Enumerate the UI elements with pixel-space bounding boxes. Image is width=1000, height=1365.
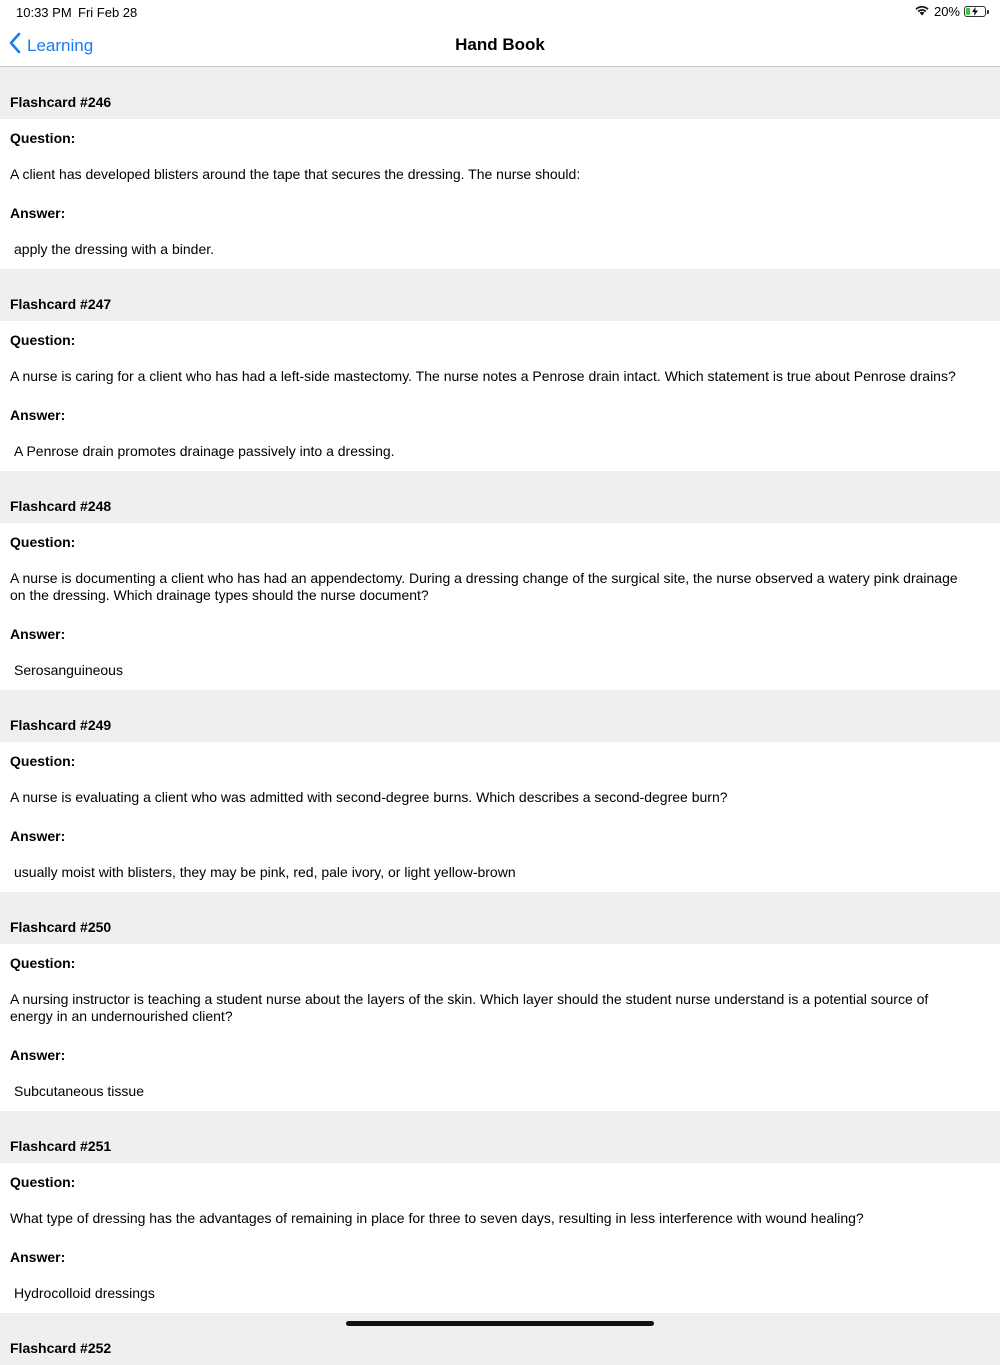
status-date: Fri Feb 28: [78, 5, 138, 20]
flashcard-list[interactable]: [0, 67, 1000, 1365]
question-label: Question:: [10, 753, 76, 769]
flashcard-body: [0, 944, 1000, 1111]
battery-charging-icon: [964, 6, 986, 17]
flashcard-header: Flashcard #248: [0, 471, 1000, 523]
flashcard: [0, 690, 1000, 892]
answer-text: Subcutaneous tissue: [14, 1083, 144, 1099]
flashcard-body: [0, 321, 1000, 471]
status-time: 10:33 PM: [16, 5, 72, 20]
flashcard-body: [0, 523, 1000, 690]
battery-percent: 20%: [933, 4, 960, 19]
wifi-icon: [914, 4, 930, 19]
question-label: Question:: [10, 332, 76, 348]
question-label: Question:: [10, 130, 76, 146]
flashcard: [0, 471, 1000, 690]
flashcard-body: [0, 1163, 1000, 1313]
navigation-bar: [0, 24, 1000, 67]
question-text: A client has developed blisters around the tape that secures the dressing. The nurse should:: [10, 166, 581, 182]
home-indicator[interactable]: [346, 1321, 654, 1326]
flashcard-header: Flashcard #250: [0, 892, 1000, 944]
answer-label: Answer:: [10, 828, 66, 844]
question-text: A nursing instructor is teaching a student nurse about the layers of the skin. Which layer should the student nurse understand is a potential source of energy in an undernourished client?: [10, 991, 929, 1024]
question-text: A nurse is documenting a client who has had an appendectomy. During a dressing change of the surgical site, the nurse observed a watery pink drainage on the dressing. Which drainage types should the nurse document?: [10, 570, 958, 603]
question-label: Question:: [10, 955, 76, 971]
page-title: Hand Book: [455, 35, 545, 54]
flashcard-header: Flashcard #249: [0, 690, 1000, 742]
answer-text: Hydrocolloid dressings: [14, 1285, 155, 1301]
flashcard-header: Flashcard #252: [0, 1313, 1000, 1365]
flashcard-header: Flashcard #247: [0, 269, 1000, 321]
status-indicators: [914, 4, 986, 19]
flashcard-header: Flashcard #251: [0, 1111, 1000, 1163]
flashcard: [0, 67, 1000, 269]
answer-label: Answer:: [10, 205, 66, 221]
flashcard: [0, 1111, 1000, 1313]
flashcard: [0, 269, 1000, 471]
answer-label: Answer:: [10, 407, 66, 423]
question-text: What type of dressing has the advantages of remaining in place for three to seven days, resulting in less interference with wound healing?: [10, 1210, 864, 1226]
question-label: Question:: [10, 1174, 76, 1190]
question-label: Question:: [10, 534, 76, 550]
back-button-label: Learning: [27, 35, 94, 55]
status-bar: [0, 0, 1000, 24]
flashcard-body: [0, 742, 1000, 892]
flashcard-header: Flashcard #246: [0, 67, 1000, 119]
question-text: A nurse is evaluating a client who was admitted with second-degree burns. Which describes a second-degree burn?: [10, 789, 728, 805]
flashcard-body: [0, 119, 1000, 269]
answer-label: Answer:: [10, 1047, 66, 1063]
answer-text: A Penrose drain promotes drainage passively into a dressing.: [14, 443, 395, 459]
battery-level: [966, 8, 970, 15]
flashcard: [0, 892, 1000, 1111]
answer-text: usually moist with blisters, they may be pink, red, pale ivory, or light yellow-brown: [14, 864, 516, 880]
question-text: A nurse is caring for a client who has had a left-side mastectomy. The nurse notes a Penrose drain intact. Which statement is true about Penrose drains?: [10, 368, 956, 384]
answer-label: Answer:: [10, 1249, 66, 1265]
answer-label: Answer:: [10, 626, 66, 642]
answer-text: apply the dressing with a binder.: [14, 241, 215, 257]
answer-text: Serosanguineous: [14, 662, 123, 678]
